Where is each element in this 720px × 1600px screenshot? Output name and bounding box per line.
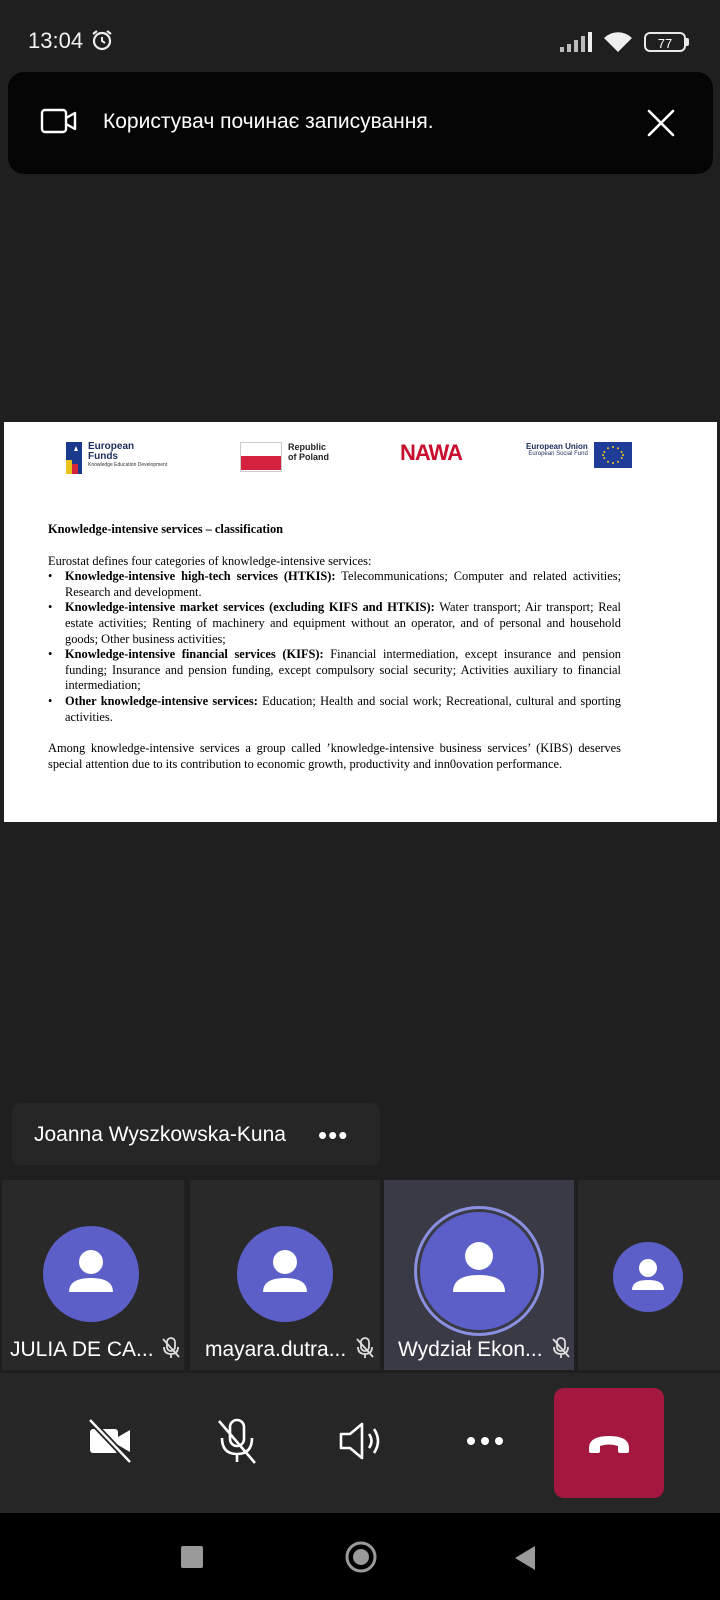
category-list — [48, 569, 621, 725]
status-time: 13:04 — [28, 28, 84, 53]
phone-hangup-icon — [554, 1388, 664, 1498]
video-camera-icon — [40, 106, 78, 136]
bullet-text: Financial intermediation, except insurance and pension funding; Insurance and pension funding, except compulsory social security; Activities auxiliary to financial intermediation; — [65, 647, 621, 693]
participant-name: JULIA DE CA... — [10, 1338, 154, 1361]
european-union-logo — [526, 442, 632, 468]
list-item — [48, 569, 621, 600]
person-icon — [613, 1242, 683, 1312]
european-funds-emblem — [66, 442, 84, 474]
participant-tile-active[interactable] — [384, 1180, 574, 1370]
shared-slide — [4, 422, 717, 822]
participant-tile[interactable] — [2, 1180, 184, 1370]
participant-name: Wydział Ekon... — [398, 1338, 543, 1361]
ef-subtitle: Knowledge Education Development — [88, 462, 168, 468]
slide-closing: Among knowledge-intensive services a group called ’knowledge-intensive business services’ (KIBS) deserves special attention due to its contribution to economic growth, productivity and inn0ovation performance. — [48, 741, 621, 771]
bullet-term: Knowledge-intensive market services (excluding KIFS and HTKIS): — [65, 600, 435, 615]
person-icon — [43, 1226, 139, 1322]
wifi-icon — [602, 30, 634, 54]
avatar — [43, 1226, 139, 1322]
bullet-text: Telecommunications; Computer and related activities; Research and development. — [65, 569, 622, 599]
notification-text: Користувач починає записування. — [103, 110, 434, 133]
bullet-term: Other knowledge-intensive services: — [65, 693, 258, 708]
participant-tile[interactable] — [190, 1180, 380, 1370]
person-icon — [237, 1226, 333, 1322]
slide-body — [48, 522, 621, 772]
avatar-speaking — [420, 1212, 538, 1330]
close-icon[interactable] — [644, 106, 678, 140]
hang-up-button[interactable] — [554, 1388, 664, 1498]
rp-label: Republic of Poland — [288, 442, 329, 462]
eu-subtitle: European Social Fund — [528, 451, 588, 457]
nawa-logo: NAWA — [400, 440, 462, 465]
back-icon[interactable] — [512, 1544, 538, 1572]
mic-off-icon — [354, 1336, 376, 1360]
camera-off-button[interactable] — [86, 1416, 136, 1466]
slide-intro: Eurostat defines four categories of knowledge-intensive services: — [48, 553, 372, 568]
list-item — [48, 694, 621, 725]
bullet-text: Education; Health and social work; Recreational, cultural and sporting activities. — [65, 693, 621, 724]
polish-flag — [240, 442, 282, 472]
participant-tile[interactable] — [578, 1180, 720, 1370]
list-item — [48, 647, 621, 694]
european-funds-logo — [66, 442, 167, 474]
signal-icon — [560, 32, 594, 52]
avatar — [237, 1226, 333, 1322]
bullet-text: Water transport; Air transport; Real estate activities; Renting of machinery and equipment without an operator, and of personal and household goods; Other business activities; — [65, 600, 621, 646]
republic-of-poland-logo — [240, 442, 332, 472]
battery-indicator: 77 — [644, 32, 686, 52]
eu-flag-icon — [594, 442, 632, 468]
recents-icon[interactable] — [180, 1545, 204, 1569]
more-options-button[interactable] — [460, 1416, 510, 1466]
alarm-icon — [90, 28, 114, 52]
person-icon — [420, 1212, 538, 1330]
home-icon[interactable] — [344, 1540, 378, 1574]
ef-title: European Funds — [88, 441, 135, 462]
participant-name: mayara.dutra... — [205, 1338, 347, 1361]
eu-title: European Union — [526, 442, 588, 451]
bullet-term: Knowledge-intensive high-tech services (HTKIS): — [65, 569, 336, 584]
battery-tip — [686, 38, 689, 46]
presenter-name: Joanna Wyszkowska-Kuna — [34, 1123, 286, 1146]
mic-off-icon — [550, 1336, 572, 1360]
mute-microphone-button[interactable] — [212, 1416, 262, 1466]
bullet-term: Knowledge-intensive financial services (KIFS): — [65, 647, 324, 662]
list-item — [48, 600, 621, 647]
mic-off-icon — [160, 1336, 182, 1360]
slide-heading: Knowledge-intensive services – classification — [48, 522, 284, 536]
avatar — [613, 1242, 683, 1312]
more-options-icon[interactable]: ••• — [318, 1120, 349, 1150]
speaker-button[interactable] — [336, 1416, 386, 1466]
